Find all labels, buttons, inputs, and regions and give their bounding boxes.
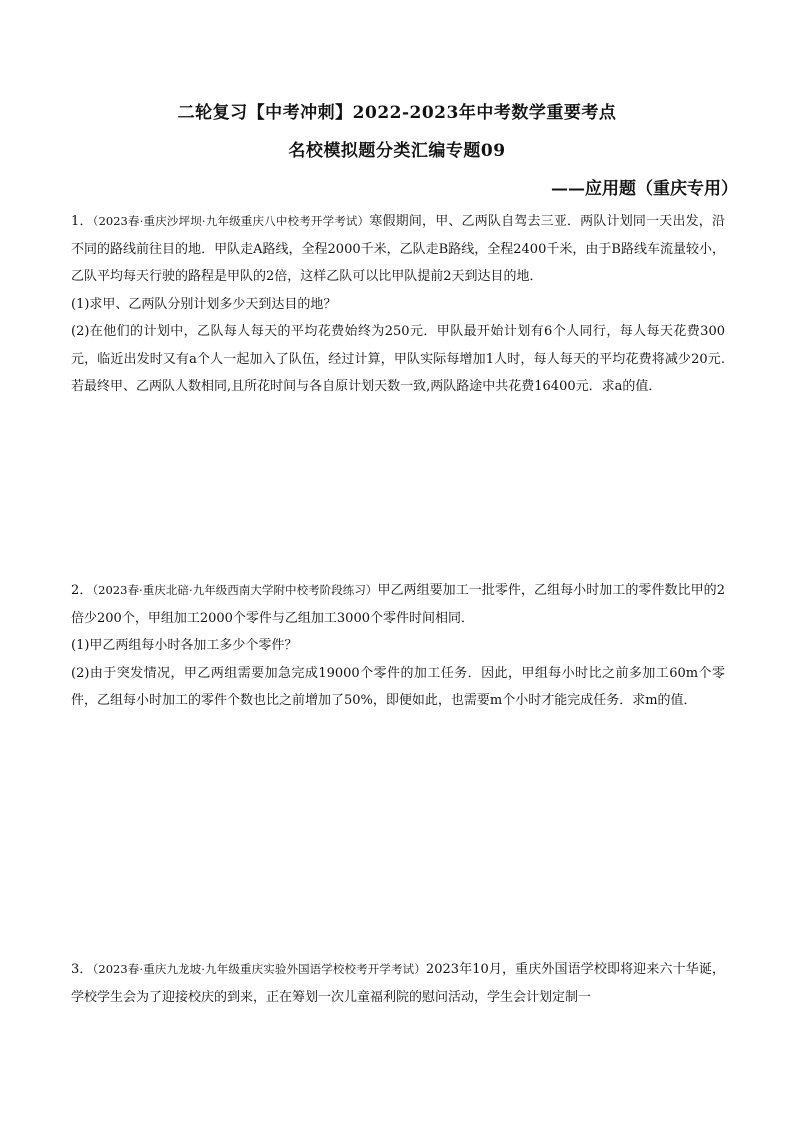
problem-2-source: （2023春·重庆北碚·九年级西南大学附中校考阶段练习） xyxy=(92,583,378,597)
problem-1-stem xyxy=(71,208,725,291)
problem-3-number: 3． xyxy=(71,962,93,977)
problem-1 xyxy=(71,208,725,401)
problem-2 xyxy=(71,577,725,715)
problem-1-source: （2023春·重庆沙坪坝·九年级重庆八中校考开学考试） xyxy=(92,214,370,228)
problem-3-stem xyxy=(71,956,725,1011)
problem-1-stem-text: 寒假期间，甲、乙两队自驾去三亚．两队计划同一天出发，沿不同的路线前往目的地．甲队走A路线，全程2000千米，乙队走B路线，全程2400千米，由于B路线车流量较小，乙队平均每天行驶的路程是甲队的2倍，这样乙队可以比甲队提前2天到达目的地． xyxy=(71,214,725,284)
problem-1-number: 1． xyxy=(71,214,93,229)
problem-3-source: （2023春·重庆九龙坡·九年级重庆实验外国语学校校考开学考试） xyxy=(92,962,426,976)
problem-2-number: 2． xyxy=(71,583,93,598)
problem-1-question-1: (1)求甲、乙两队分别计划多少天到达目的地？ xyxy=(71,296,337,312)
problem-2-stem xyxy=(71,577,725,632)
problem-2-question-1: (1)甲乙两组每小时各加工多少个零件？ xyxy=(71,638,298,653)
page-subtitle: ——应用题（重庆专用） xyxy=(551,179,738,199)
page-title-line-2: 名校模拟题分类汇编专题09 xyxy=(288,141,506,161)
problem-1-question-2: (2)在他们的计划中，乙队每人每天的平均花费始终为250元．甲队最开始计划有6个人同行，每人每天花费300元，临近出发时又有a个人一起加入了队伍，经过计算，甲队实际每增加1人时，每人每天的平均花费将减少20元.若最终甲、乙两队人数相同,且所花时间与各自原计划天数一致,两队路途中共花费16400元．求a的值． xyxy=(71,324,725,394)
page-title: 二轮复习【中考冲刺】2022-2023年中考数学重要考点 xyxy=(177,103,617,123)
problem-3-stem-text: 2023年10月，重庆外国语学校即将迎来六十华诞，学校学生会为了迎接校庆的到来，正在筹划一次儿童福利院的慰问活动，学生会计划定制一 xyxy=(71,962,725,1005)
problem-3 xyxy=(71,956,725,1011)
problem-2-question-2: (2)由于突发情况，甲乙两组需要加急完成19000个零件的加工任务．因此，甲组每小时比之前多加工60m个零件，乙组每小时加工的零件个数也比之前增加了50%，即便如此，也需要m个小时才能完成任务．求m的值． xyxy=(71,665,725,708)
problem-2-stem-text: 甲乙两组要加工一批零件，乙组每小时加工的零件数比甲的2倍少200个，甲组加工2000个零件与乙组加工3000个零件时间相同． xyxy=(71,583,725,626)
